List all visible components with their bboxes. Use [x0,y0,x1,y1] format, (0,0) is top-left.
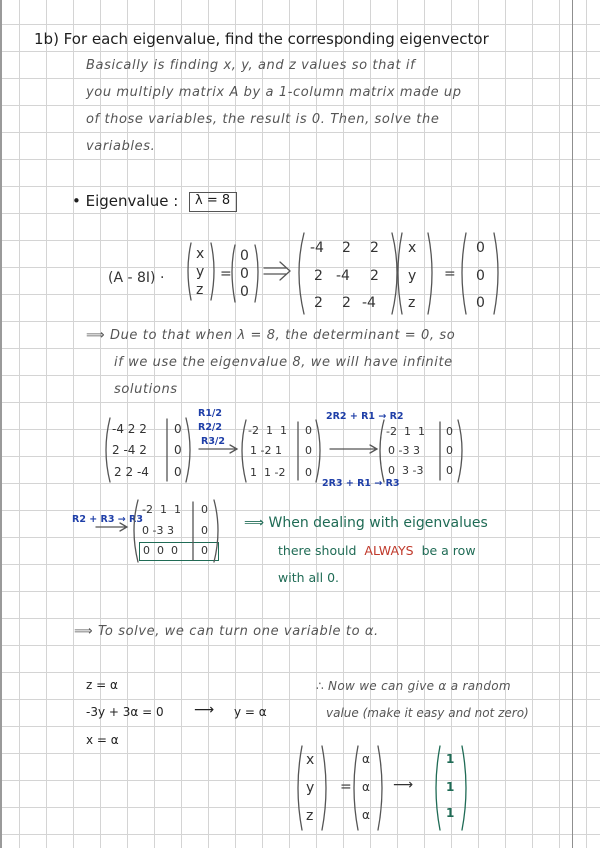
eq1-r-zero-1: 0 [476,240,485,256]
always-red-text: ALWAYS [364,543,414,558]
eq1-m-11: -4 [310,240,324,256]
m2-r2: 1 -2 1 [250,444,282,457]
eq1-m-33: -4 [362,295,376,311]
eq1-y: y [196,264,205,280]
eq1-x2: x [408,240,417,256]
m2-aug-3: 0 [305,466,312,479]
note1-line-2: if we use the eigenvalue 8, we will have infinite [114,355,453,370]
m2-bracket-right [316,420,320,482]
solve-z: z = α [86,678,118,692]
solve-y: y = α [234,705,267,719]
eq1-zero-1: 0 [240,248,249,264]
final-result-1: 1 [446,752,455,766]
m4-bracket-left [134,500,138,562]
m3-bracket-right [458,420,462,482]
intro-line-3: of those variables, the result is 0. Then, solve the [86,112,440,127]
final-alpha-3: α [362,808,370,822]
eq1-bracket-left [188,243,191,300]
op1-arrow [199,445,237,453]
m4-r1: -2 1 1 [142,503,181,516]
m1-aug-2: 0 [174,443,182,457]
final-x: x [306,752,315,768]
m2-r3: 1 1 -2 [250,466,286,479]
m1-r2: 2 -4 2 [112,443,147,457]
m1-bracket-left [106,418,110,482]
implies-arrow [264,262,290,280]
op2-top: 2R2 + R1 → R2 [326,411,404,422]
final-alpha-bracket-right [378,746,382,830]
eq1-z: z [196,282,204,298]
eq1-r-zero-2: 0 [476,268,485,284]
note1-line-3: solutions [114,382,178,397]
m4-aug-2: 0 [201,524,208,537]
op1-r1: R1/2 [198,408,223,419]
final-result-3: 1 [446,806,455,820]
m2-aug-2: 0 [305,444,312,457]
op1-r3: R3/2 [201,436,226,447]
final-equals: = [340,779,352,795]
m1-aug-3: 0 [174,465,182,479]
m1-aug-1: 0 [174,422,182,436]
final-result-2: 1 [446,780,455,794]
m3-r2: 0 -3 3 [388,444,420,457]
m3-aug-3: 0 [446,464,453,477]
eq1-r-zero-3: 0 [476,295,485,311]
final-arrow: ⟶ [393,777,414,793]
m2-aug-1: 0 [305,424,312,437]
eq1-m-22: -4 [336,268,350,284]
op3-arrow [96,523,127,531]
solve-arrow: ⟶ [194,702,215,718]
matrix-bracket-right [392,233,397,314]
side-note-line-1: ∴ Now we can give α a random [316,679,511,693]
m1-r1: -4 2 2 [112,422,147,436]
solve-eq: -3y + 3α = 0 [86,705,164,719]
zero-bracket-left [232,245,235,302]
final-y: y [306,780,315,796]
intro-line-2: you multiply matrix A by a 1-column matrix made up [86,85,462,100]
m4-r3: 0 0 0 [143,544,178,557]
eq1-m-32: 2 [342,295,351,311]
op2-arrow [330,445,377,453]
rzero-bracket-right [494,233,498,314]
section-heading: 1b) For each eigenvalue, find the corresponding eigenvector [34,30,489,48]
final-z: z [306,808,314,824]
m1-bracket-right [186,418,190,482]
m3-bracket-left [380,420,384,482]
final-xyz-bracket-right [322,746,326,830]
op3-label: R2 + R3 → R3 [72,514,143,525]
eq1-z2: z [408,295,416,311]
eq1-y2: y [408,268,417,284]
m4-bracket-right [214,500,218,562]
m3-aug-2: 0 [446,444,453,457]
eq1-equals-2: = [444,266,456,282]
eq1-x: x [196,246,205,262]
green-note-line-1: ⟹ When dealing with eigenvalues [244,515,488,531]
eq1-m-31: 2 [314,295,323,311]
eq1-m-21: 2 [314,268,323,284]
eq1-zero-2: 0 [240,266,249,282]
eq1-m-12: 2 [342,240,351,256]
m1-r3: 2 2 -4 [114,465,149,479]
eq1-bracket-right [211,243,214,300]
eq1-lhs: (A - 8I) · [108,270,165,286]
m2-bracket-left [242,420,246,482]
final-xyz-bracket-left [298,746,302,830]
m3-r3: 0 3 -3 [388,464,424,477]
eq1-equals-1: = [220,266,232,282]
m4-r2: 0 -3 3 [142,524,174,537]
eigenvalue-label: • Eigenvalue : [72,192,179,210]
final-alpha-2: α [362,780,370,794]
matrix-bracket-left [299,233,304,314]
m4-aug-3: 0 [201,544,208,557]
solve-x: x = α [86,733,119,747]
note1-line-1: ⟹ Due to that when λ = 8, the determinant = 0, so [86,328,456,343]
eigenvalue-value: λ = 8 [195,193,231,208]
final-alpha-1: α [362,752,370,766]
side-note-line-2: value (make it easy and not zero) [326,706,529,720]
xyz-bracket-right [428,233,432,314]
m4-aug-1: 0 [201,503,208,516]
eq1-zero-3: 0 [240,284,249,300]
eq1-m-23: 2 [370,268,379,284]
final-result-bracket-left [436,746,440,830]
intro-line-4: variables. [86,139,156,154]
final-alpha-bracket-left [354,746,358,830]
m2-r1: -2 1 1 [248,424,287,437]
green-note-line-2: there should ALWAYS be a row [278,543,476,558]
to-solve-line: ⟹ To solve, we can turn one variable to α. [74,624,379,639]
op2-bottom: 2R3 + R1 → R3 [322,478,400,489]
m3-r1: -2 1 1 [386,425,425,438]
eq1-m-13: 2 [370,240,379,256]
rzero-bracket-left [462,233,466,314]
op1-r2: R2/2 [198,422,223,433]
final-result-bracket-right [462,746,466,830]
xyz-bracket-left [398,233,402,314]
green-note-line-3: with all 0. [278,570,339,585]
intro-line-1: Basically is finding x, y, and z values so that if [86,58,416,73]
m3-aug-1: 0 [446,425,453,438]
zero-bracket-right [255,245,258,302]
